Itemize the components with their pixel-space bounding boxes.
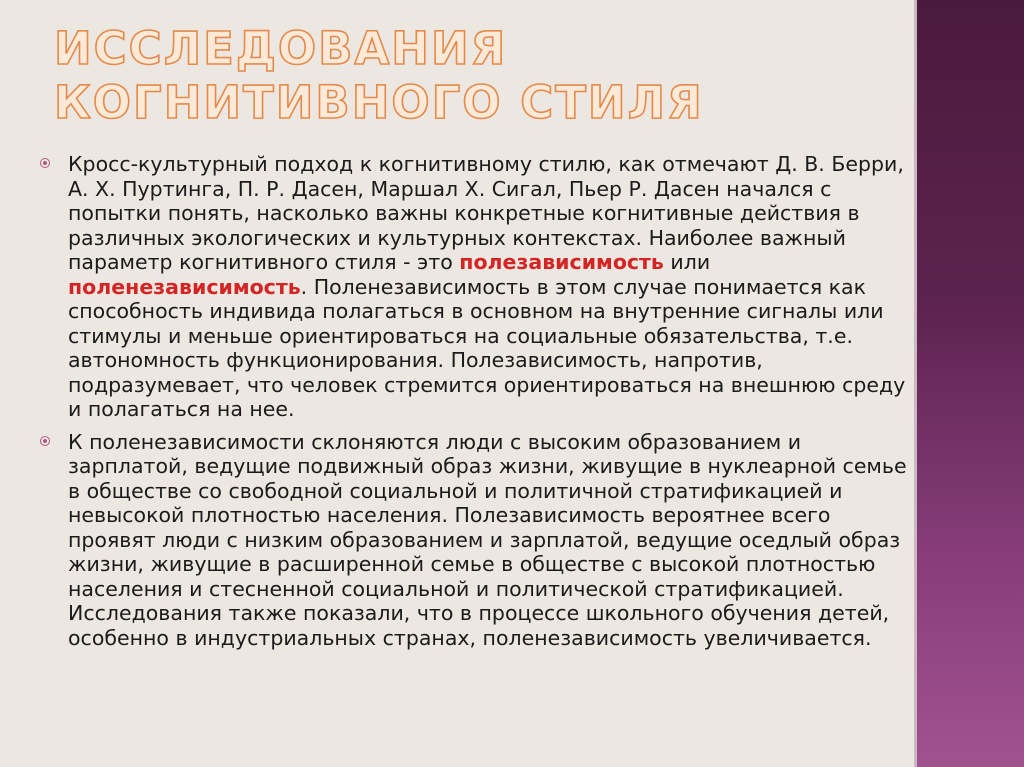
slide-title: ИССЛЕДОВАНИЯ КОГНИТИВНОГО СТИЛЯ bbox=[54, 22, 704, 129]
slide-content bbox=[38, 152, 914, 658]
bullet-item-2 bbox=[38, 430, 914, 651]
band-edge bbox=[914, 0, 917, 767]
bullet-circle-icon bbox=[40, 158, 50, 168]
text-segment: Кросс-культурный подход к когнитивному стилю, как отмечают Д. В. Берри, А. Х. Пуртинга, П. Р. Дасен, Маршал Х. Сигал, Пьер Р. Дасен начался с попытки понять, насколько важны конкретные когнитивные действия в различных экологических и культурных контекстах. Наиболее важный параметр когнитивного стиля - это bbox=[68, 152, 904, 274]
bullet-text-1 bbox=[68, 152, 914, 422]
bullet-text-2: К поленезависимости склоняются люди с высоким образованием и зарплатой, ведущие подвижный образ жизни, живущие в нуклеарной семье в обществе со свободной социальной и политичной стратификацией и невысокой плотностью населения. Полезависимость вероятнее всего проявят люди с низким образованием и зарплатой, ведущие оседлый образ жизни, живущие в расширенной семье в обществе с высокой плотностью населения и стесненной социальной и политической стратификацией. Исследования также показали, что в процессе школьного обучения детей, особенно в индустриальных странах, поленезависимость увеличивается. bbox=[68, 429, 907, 650]
text-segment: или bbox=[663, 250, 711, 274]
highlight-field-dependence: полезависимость bbox=[459, 250, 664, 274]
bullet-circle-icon bbox=[40, 436, 50, 446]
text-segment: . Поленезависимость в этом случае понимается как способность индивида полагаться в основном на внутренние сигналы или стимулы и меньше ориентироваться на социальные обязательства, т.е. автономность функционирования. Полезависимость, напротив, подразумевает, что человек стремится ориентироваться на внешнюю среду и полагаться на нее. bbox=[68, 274, 906, 421]
highlight-field-independence: поленезависимость bbox=[68, 274, 301, 299]
bullet-item-1 bbox=[38, 152, 914, 422]
decorative-side-band bbox=[914, 0, 1024, 767]
